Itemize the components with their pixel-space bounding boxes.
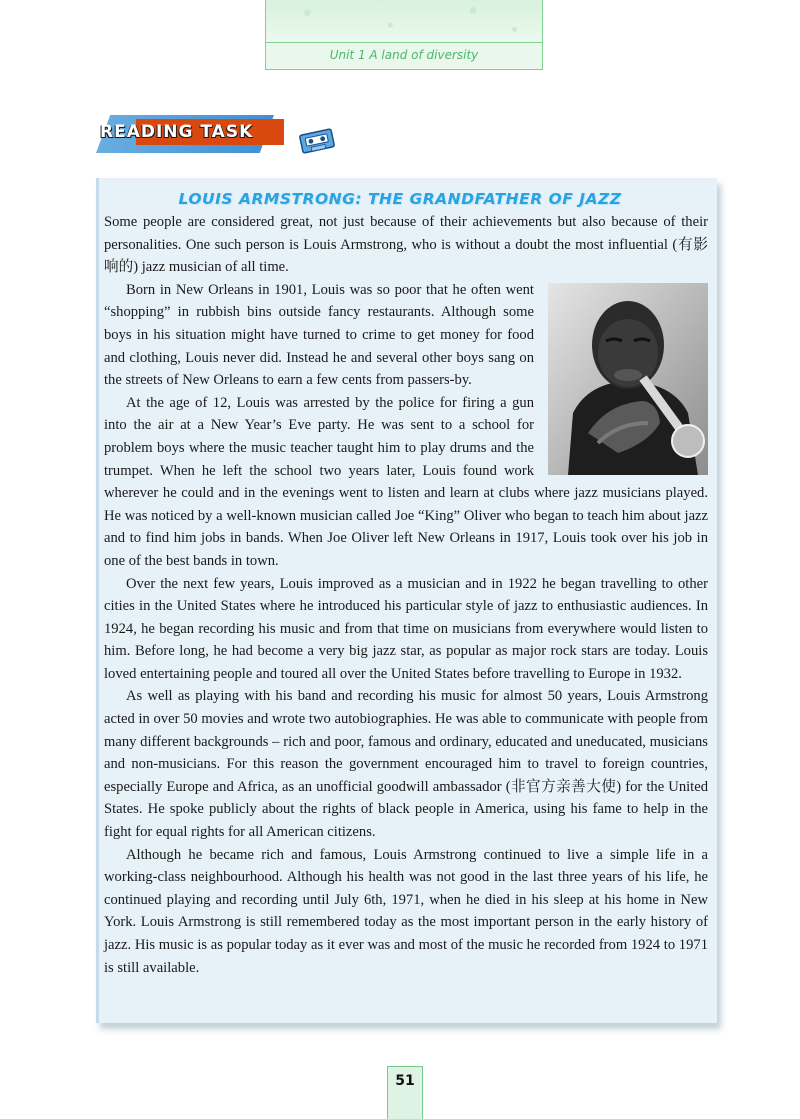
paragraph-5: As well as playing with his band and recording his music for almost 50 years, Louis Armstrong acted in over 50 movies and wrote two autobiographies. He was able to communicate with people from many different backgrounds – rich and poor, famous and ordinary, educated and uneducated, musicians and non-musicians. For this reason the government encouraged him to travel to foreign countries, especially Europe and Africa, as an unofficial goodwill ambassador (非官方亲善大使) for the United States. He spoke publicly about the rights of black people in America, using his fame to help in the fight for equal rights for all American citizens. <box>104 688 708 841</box>
reading-task-heading <box>96 115 288 155</box>
cassette-tape-icon[interactable] <box>298 128 336 154</box>
unit-header-tab <box>265 0 543 70</box>
paragraph-4: Over the next few years, Louis improved as a musician and in 1922 he began travelling to other cities in the United States where he introduced his particular style of jazz to enthusiastic audiences. In 1924, he began recording his music and from that time on musicians from everywhere would listen to him. Before long, he had become a very big jazz star, as popular as major rock stars are today. Louis loved entertaining people and toured all over the United States before travelling to Europe in 1932. <box>104 575 708 682</box>
page-number-box <box>387 1066 423 1119</box>
paragraph-3: At the age of 12, Louis was arrested by the police for firing a gun into the air at a New Year’s Eve party. He was sent to a school for problem boys where the music teacher taught him to play drums and the trumpet. When he left the school two years later, Louis found work wherever he could and in the evenings went to listen and learn at clubs where jazz musicians played. He was noticed by a well-known musician called Joe “King” Oliver who began to teach him about jazz and to find him jobs in bands. When Joe Oliver left New Orleans in 1917, Louis took over his job in one of the best bands in town. <box>104 394 708 569</box>
louis-armstrong-photo <box>548 283 708 475</box>
section-heading: READING TASK <box>100 122 254 142</box>
header-pattern <box>266 0 542 43</box>
page-number: 51 <box>395 1073 415 1089</box>
article-title: LOUIS ARMSTRONG: THE GRANDFATHER OF JAZZ <box>178 190 622 208</box>
paragraph-2: Born in New Orleans in 1901, Louis was so poor that he often went “shopping” in rubbish bins outside fancy restaurants. Although some boys in his situation might have turned to crime to get money for food and clothing, Louis never did. Instead he and several other boys sang on the streets of New Orleans to earn a few cents from passers-by. <box>104 281 534 389</box>
unit-label: Unit 1 A land of diversity <box>329 48 479 62</box>
paragraph-6: Although he became rich and famous, Louis Armstrong continued to live a simple life in a working-class neighbourhood. Although his health was not good in the last three years of his life, he continued playing and recording until July 6th, 1971, when he died in his sleep at his home in New York. Louis Armstrong is still remembered today as the most important person in the early history of jazz. His music is as popular today as it ever was and most of the music he recorded from 1924 to 1971 is still available. <box>104 846 708 976</box>
paragraph-1: Some people are considered great, not just because of their achievements but also because of their personalities. One such person is Louis Armstrong, who is without a doubt the most influential (有影响的) jazz musician of all time. <box>104 214 708 276</box>
article-content <box>104 211 708 979</box>
